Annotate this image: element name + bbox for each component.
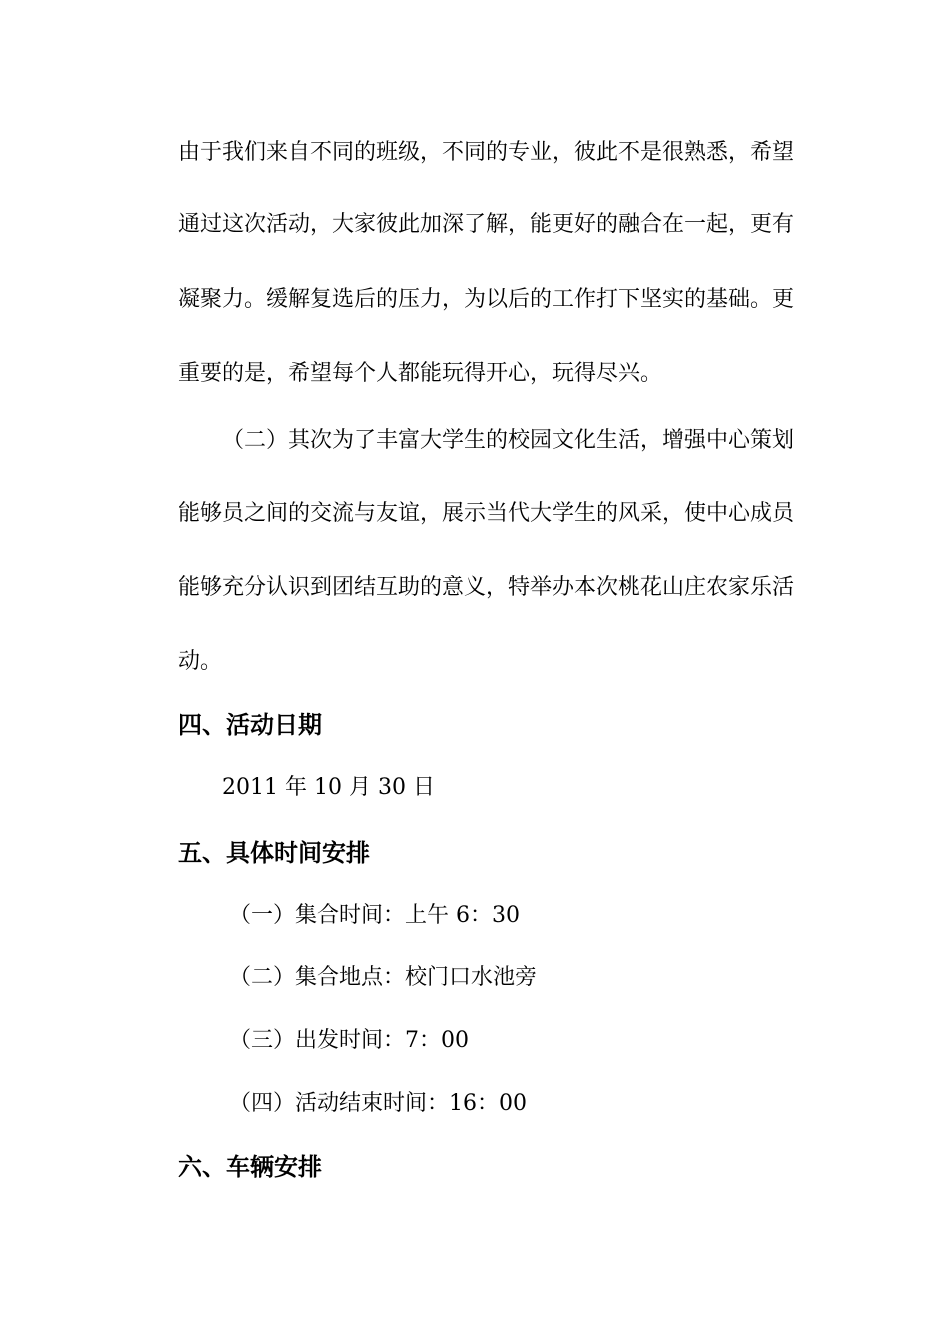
paragraph-2-line-3: 能够充分认识到团结互助的意义，特举办本次桃花山庄农家乐活 xyxy=(178,575,795,600)
section-6-heading: 六、车辆安排 xyxy=(178,1153,322,1181)
paragraph-2-line-4: 动。 xyxy=(178,649,223,674)
paragraph-1-line-4: 重要的是，希望每个人都能玩得开心，玩得尽兴。 xyxy=(178,361,663,386)
paragraph-1-line-1: 由于我们来自不同的班级，不同的专业，彼此不是很熟悉，希望 xyxy=(178,140,795,165)
section-5-heading: 五、具体时间安排 xyxy=(178,839,370,867)
paragraph-1-line-3: 凝聚力。缓解复选后的压力，为以后的工作打下坚实的基础。更 xyxy=(178,287,795,312)
activity-date: 2011 年 10 月 30 日 xyxy=(222,775,435,800)
schedule-item-end-time: （四）活动结束时间：16：00 xyxy=(229,1091,527,1116)
paragraph-1-line-2: 通过这次活动，大家彼此加深了解，能更好的融合在一起，更有 xyxy=(178,212,795,237)
section-4-heading: 四、活动日期 xyxy=(178,711,322,739)
paragraph-2-line-1: （二）其次为了丰富大学生的校园文化生活，增强中心策划 xyxy=(222,428,795,453)
schedule-item-gather-time: （一）集合时间：上午 6：30 xyxy=(229,903,520,928)
schedule-item-gather-place: （二）集合地点：校门口水池旁 xyxy=(229,965,538,990)
paragraph-2-line-2: 能够员之间的交流与友谊，展示当代大学生的风采，使中心成员 xyxy=(178,501,795,526)
schedule-item-depart-time: （三）出发时间：7：00 xyxy=(229,1028,469,1053)
